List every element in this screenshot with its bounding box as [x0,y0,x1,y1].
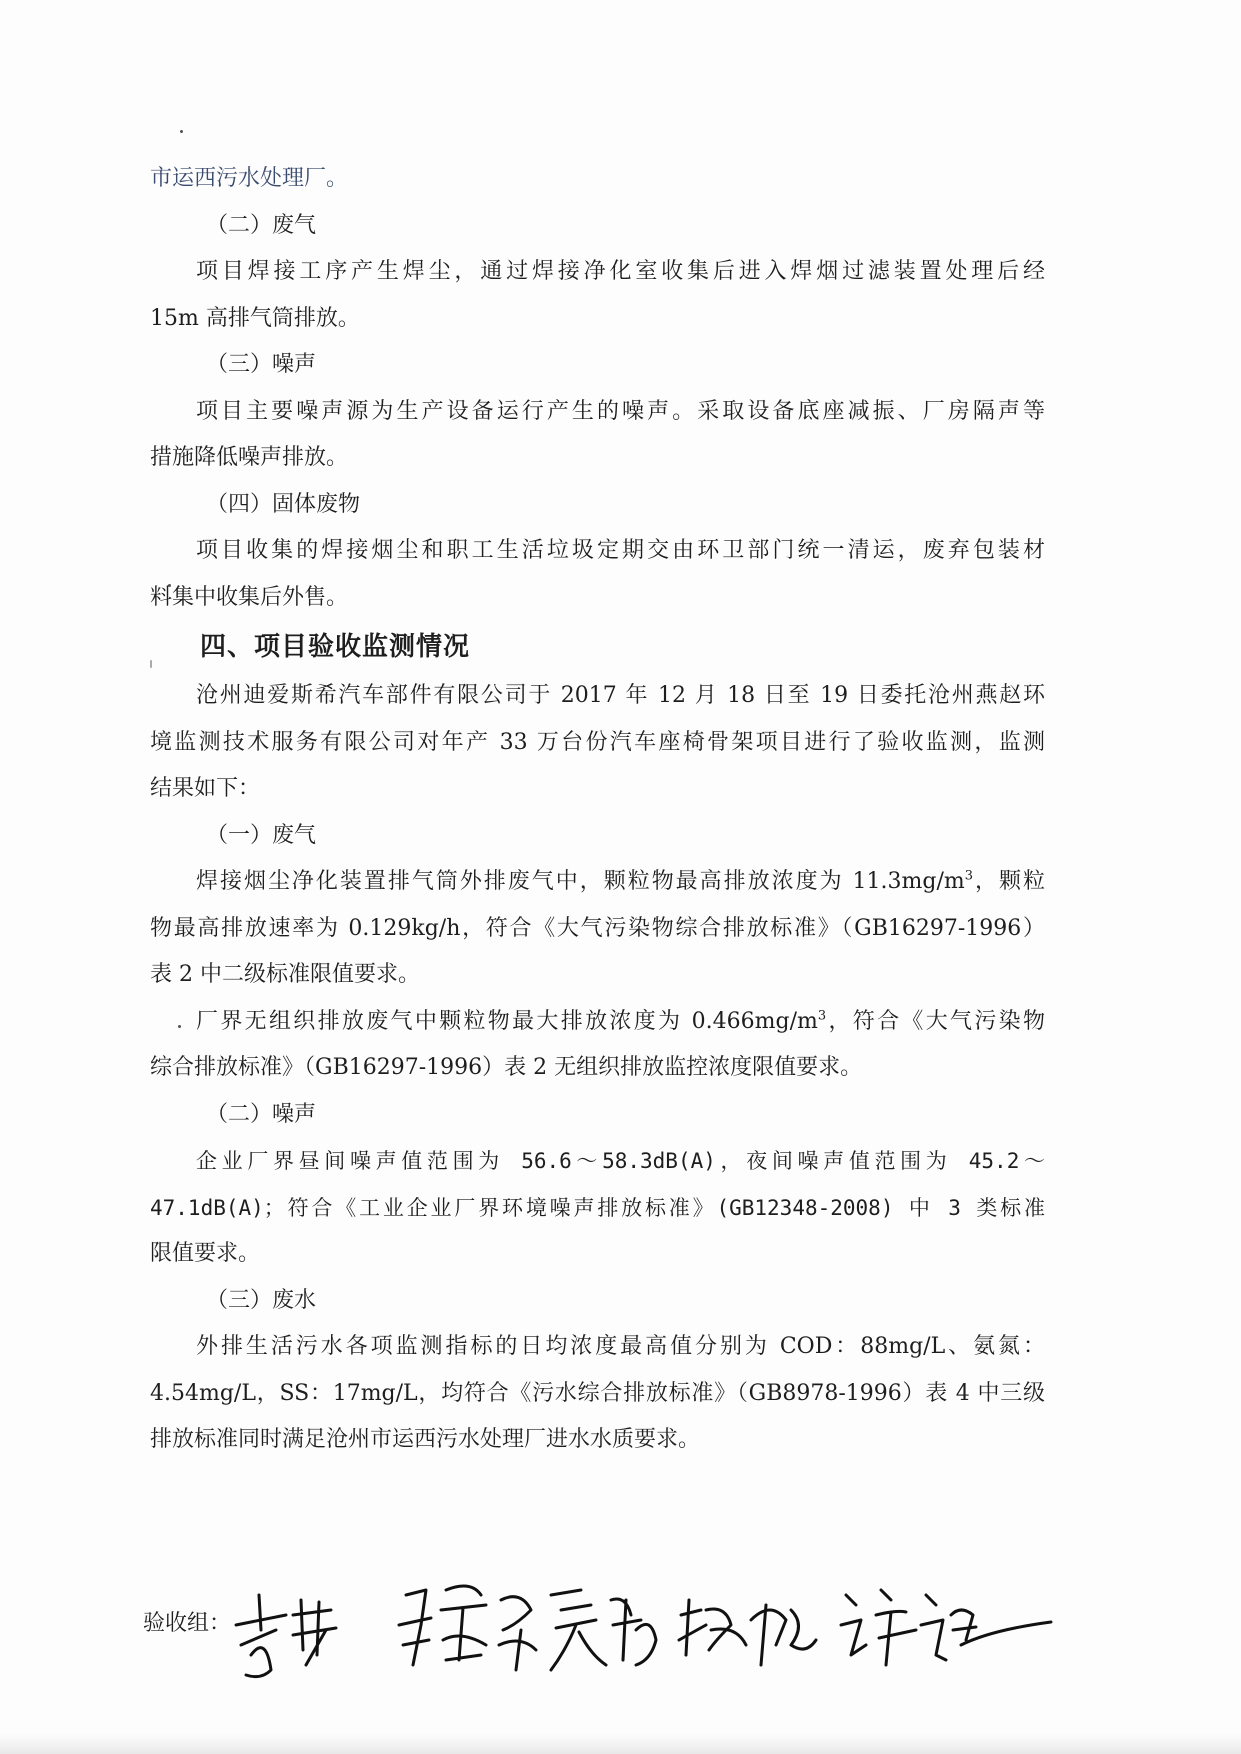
paragraph-line [150,859,1045,906]
scan-edge [0,1734,1241,1754]
paragraph-line: 外排生活污水各项监测指标的日均浓度最高值分别为 COD：88mg/L、氨氮： [196,1334,1045,1359]
paragraph-line: 企业厂界昼间噪声值范围为 56.6～58.3dB(A)，夜间噪声值范围为 45.2～ [196,1149,1045,1173]
paragraph-line: 4.54mg/L，SS：17mg/L，均符合《污水综合排放标准》（GB8978-1996）表 4 中三级 [150,1380,1045,1406]
paragraph-line [150,999,1045,1046]
text-run: 焊接烟尘净化装置排气筒外排废气中，颗粒物最高排放浓度为 11.3mg/m [196,869,965,894]
paragraph-line: 料集中收集后外售。 [150,584,349,610]
paragraph-line: 项目主要噪声源为生产设备运行产生的噪声。采取设备底座减振、厂房隔声等 [196,398,1045,424]
paragraph-line: 结果如下： [150,776,261,801]
text-run: ，颗粒 [973,869,1045,894]
paragraph-line: 项目焊接工序产生焊尘，通过焊接净化室收集后进入焊烟过滤装置处理后经 [196,259,1045,284]
text-run: 厂界无组织排放废气中颗粒物最大排放浓度为 0.466mg/m [196,1008,818,1034]
text-run: ，符合《大气污染物 [826,1008,1045,1034]
paragraph-line: 措施降低噪声排放。 [150,445,349,470]
paragraph-line: 项目收集的焊接烟尘和职工生活垃圾定期交由环卫部门统一清运，废弃包装材 [196,538,1045,563]
paragraph-line: 15m 高排气筒排放。 [150,305,360,331]
continued-line: 市运西污水处理厂。 [150,166,349,191]
paragraph-line: 表 2 中二级标准限值要求。 [150,962,420,987]
superscript: 3 [817,1008,827,1024]
paragraph-line: 47.1dB(A)；符合《工业企业厂界环境噪声排放标准》(GB12348-2008) 中 3 类标准 [150,1195,1045,1220]
paragraph-line: 境监测技术服务有限公司对年产 33 万台份汽车座椅骨架项目进行了验收监测，监测 [150,729,1045,755]
superscript: 3 [964,868,974,884]
subsection-exhaust-heading: （二）废气 [206,212,317,238]
signature-2 [399,1586,536,1670]
signature-3 [551,1590,656,1670]
subsection-wastewater-heading: （三）废水 [206,1287,317,1313]
section-heading: 四、项目验收监测情况 [200,632,471,662]
scan-speck [180,130,183,133]
paragraph-line: 限值要求。 [150,1241,261,1266]
subsection-noise-heading: （三）噪声 [206,352,317,377]
paragraph-line: 排放标准同时满足沧州市运西污水处理厂进水水质要求。 [150,1427,701,1452]
subsection-noise-heading: （二）噪声 [206,1101,317,1127]
subsection-exhaust-heading: （一）废气 [206,822,317,848]
handwritten-signatures [231,1570,1061,1700]
paragraph-line: 物最高排放速率为 0.129kg/h，符合《大气污染物综合排放标准》（GB16297-1996） [150,915,1045,941]
signature-row [143,1570,1063,1700]
report-body [150,156,1045,1464]
signature-label: 验收组： [143,1611,232,1636]
signature-4 [679,1600,816,1665]
signature-5 [841,1590,1051,1665]
subsection-solid-waste-heading: （四）固体废物 [206,491,361,517]
paragraph-line: 沧州迪爱斯希汽车部件有限公司于 2017 年 12 月 18 日至 19 日委托沧州燕赵环 [196,683,1045,708]
paragraph-line: 综合排放标准》（GB16297-1996）表 2 无组织排放监控浓度限值要求。 [150,1055,863,1080]
signature-1 [236,1595,336,1677]
